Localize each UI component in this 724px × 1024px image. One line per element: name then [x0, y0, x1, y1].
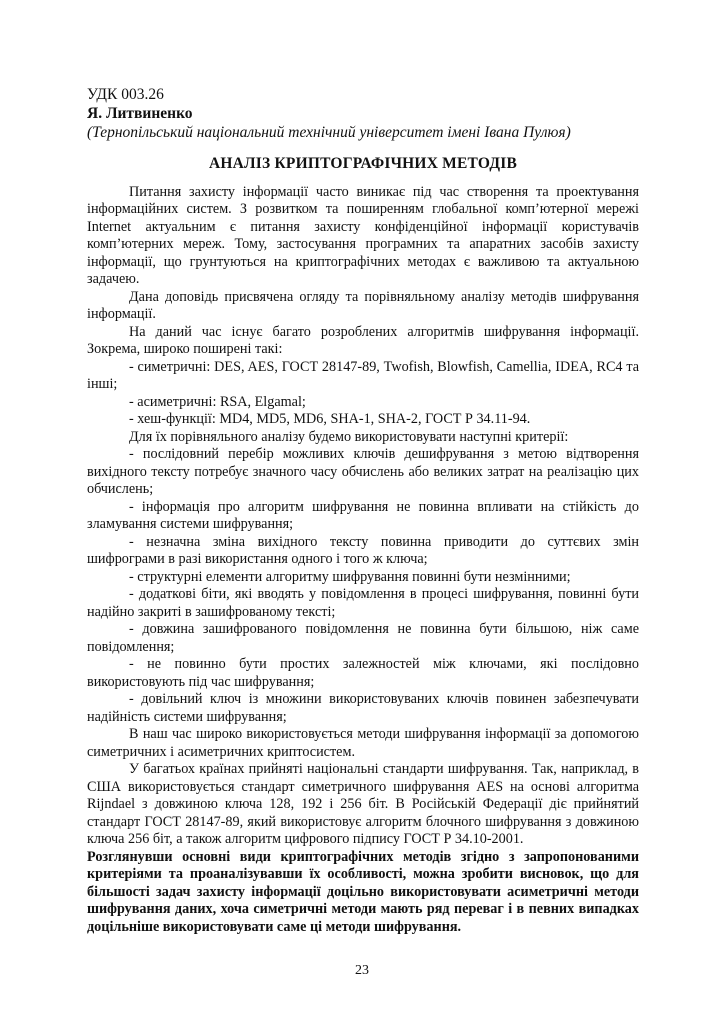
paragraph: Для їх порівняльного аналізу будемо використовувати наступні критерії: [129, 428, 569, 445]
list-item: - хеш-функції: MD4, MD5, MD6, SHA-1, SHA-2, ГОСТ Р 34.11-94. [129, 411, 531, 427]
list-item: - довільний ключ із множини використовуваних ключів повинен забезпечувати надійність системи шифрування; [87, 691, 639, 725]
author-name: Я. Литвиненко [87, 105, 193, 122]
paragraph: У багатьох країнах прийняті національні стандарти шифрування. Так, наприклад, в США використовується стандарт симетричного шифрування AES на основі алгоритма Rijndael з довжиною ключа 128, 192 і 256 біт. В Російській Федерації діє прийнятий стандарт ГОСТ 28147-89, який використовує алгоритм блочного шифрування з довжиною ключа 256 біт, а також алгоритм цифрового підпису ГОСТ Р 34.10-2001. [87, 761, 639, 847]
list-item: - симетричні: DES, AES, ГОСТ 28147-89, Twofish, Blowfish, Camellia, IDEA, RC4 та інші; [87, 358, 639, 392]
paragraph: В наш час широко використовується методи шифрування інформації за допомогою симетричних і асиметричних криптосистем. [87, 726, 639, 760]
article-title: АНАЛІЗ КРИПТОГРАФІЧНИХ МЕТОДІВ [209, 155, 517, 172]
list-item: - структурні елементи алгоритму шифрування повинні бути незмінними; [129, 568, 571, 585]
article-body [87, 184, 639, 937]
udk-code: УДК 003.26 [87, 86, 164, 103]
paragraph: Питання захисту інформації часто виникає під час створення та проектування інформаційних систем. З розвитком та поширенням глобальної комп’ютерної мережі Internet актуальним є питання захисту конфіденційної інформації користувачів комп’ютерних мереж. Тому, застосування програмних та апаратних засобів захисту інформації, що грунтуються на криптографічних методах є важливою та актуальною задачею. [87, 183, 639, 287]
author-affiliation: (Тернопільський національний технічний університет імені Івана Пулюя) [87, 124, 571, 141]
list-item: - незначна зміна вихідного тексту повинна приводити до суттєвих змін шифрограми в разі використання одного і того ж ключа; [87, 533, 639, 567]
page-number: 23 [355, 963, 369, 978]
list-item: - додаткові біти, які вводять у повідомлення в процесі шифрування, повинні бути надійно закриті в зашифрованому тексті; [87, 586, 639, 620]
paragraph: На даний час існує багато розроблених алгоритмів шифрування інформації. Зокрема, широко поширені такі: [87, 323, 639, 357]
list-item: - не повинно бути простих залежностей між ключами, які послідовно використовують під час шифрування; [87, 656, 639, 690]
list-item: - послідовний перебір можливих ключів дешифрування з метою відтворення вихідного тексту потребує значного часу обчислень або великих затрат на реалізацію цих обчислень; [87, 446, 639, 497]
list-item: - довжина зашифрованого повідомлення не повинна бути більшою, ніж саме повідомлення; [87, 621, 639, 655]
list-item: - асиметричні: RSA, Elgamal; [129, 393, 306, 410]
paragraph: Дана доповідь присвячена огляду та порівняльному аналізу методів шифрування інформації. [87, 288, 639, 322]
list-item: - інформація про алгоритм шифрування не повинна впливати на стійкість до зламування системи шифрування; [87, 498, 639, 532]
document-page [87, 85, 639, 936]
article-header [87, 85, 639, 142]
conclusion-paragraph: Розглянувши основні види криптографічних методів згідно з запропонованими критеріями та проаналізувавши їх особливості, можна зробити висновок, що для більшості задач захисту інформації доцільно використовувати асиметричні методи шифрування даних, хоча симетричні методи мають ряд переваг і в певних випадках доцільніше використовувати саме ці методи шифрування. [87, 848, 639, 935]
